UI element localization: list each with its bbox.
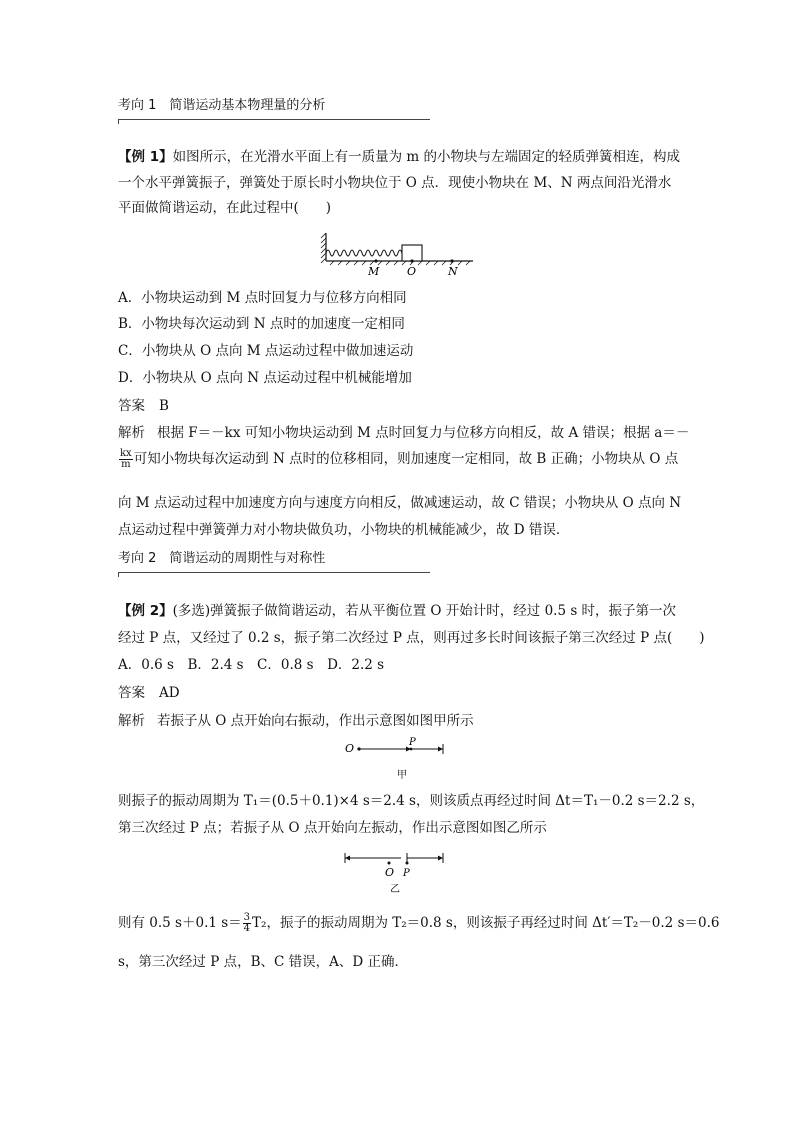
point-m: [374, 259, 377, 262]
heading-tick: [118, 572, 119, 577]
example2-options: A．0.6 s B．2.4 s C．0.8 s D．2.2 s: [118, 657, 385, 673]
option-b: B．小物块每次运动到 N 点时的加速度一定相同: [118, 316, 405, 332]
fig-yi-arrow-left: [345, 856, 350, 861]
point-o: [410, 259, 413, 262]
analysis-label: 解析: [118, 713, 145, 729]
analysis-text-4b: T₂，振子的振动周期为 T₂＝0.8 s，则该振子再经过时间 Δt′＝T₂－0.2 s＝0.6: [252, 915, 720, 931]
fraction-numerator: kx: [120, 448, 132, 459]
label-n: N: [448, 265, 458, 278]
analysis-text-4a: 则有 0.5 s＋0.1 s＝: [118, 915, 242, 931]
option-c: C．小物块从 O 点向 M 点运动过程中做加速运动: [118, 343, 414, 359]
fig-yi-arrow-right: [438, 856, 443, 861]
answer-value: B: [159, 398, 169, 414]
example2-analysis-line5: s，第三次经过 P 点，B、C 错误，A、D 正确．: [118, 954, 408, 970]
fraction-kx-over-m: [119, 449, 133, 470]
example1-line2: 一个水平弹簧振子，弹簧处于原长时小物块位于 O 点．现使小物块在 M、N 两点间沿光滑水: [118, 175, 672, 191]
heading-rule: [118, 572, 430, 573]
fig-yi-caption: 乙: [390, 884, 400, 895]
fraction-denominator: m: [121, 459, 131, 470]
example2-line2: 经过 P 点，又经过了 0.2 s，振子第二次经过 P 点，则再过多长时间该振子第三次经过 P 点( ): [118, 630, 705, 646]
fraction-three-quarters: [243, 913, 251, 934]
label-o: O: [407, 265, 417, 278]
wall-hatch: [321, 233, 326, 263]
example1-answer: [118, 396, 169, 416]
fig-yi-label-p: P: [403, 868, 410, 879]
section-heading-text: 考向 2 简谐运动的周期性与对称性: [118, 551, 326, 566]
heading-rule: [118, 119, 430, 120]
analysis-text-2: 可知小物块每次运动到 N 点时的位移相同，则加速度一定相同，故 B 正确；小物块从 O 点: [133, 451, 679, 467]
example2-analysis-line3: 第三次经过 P 点；若振子从 O 点开始向左振动，作出示意图如图乙所示: [118, 820, 547, 836]
fig-jia-arrow-end: [438, 747, 443, 752]
example1-text-1: 如图所示，在光滑水平面上有一质量为 m 的小物块与左端固定的轻质弹簧相连，构成: [172, 149, 680, 165]
example1-line1: [118, 147, 680, 167]
label-m: M: [368, 265, 380, 278]
block: [402, 245, 422, 261]
example1-analysis-line1: [118, 423, 689, 443]
spring: [326, 250, 402, 256]
example2-line1: [118, 601, 676, 621]
spring-oscillator-figure: [318, 229, 478, 279]
option-a: A．小物块运动到 M 点时回复力与位移方向相同: [118, 290, 407, 306]
fig-jia-label-o: O: [345, 742, 355, 755]
example2-analysis-line1: [118, 711, 474, 731]
answer-label: 答案: [118, 685, 145, 701]
answer-label: 答案: [118, 398, 145, 414]
figure-jia: [345, 736, 455, 786]
example1-analysis-line3: 向 M 点运动过程中加速度方向与速度方向相反，做减速运动，故 C 错误；小物块从 O 点向 N: [118, 495, 682, 511]
section-heading-text: 考向 1 简谐运动基本物理量的分析: [118, 98, 326, 113]
example2-analysis-line4: [118, 913, 719, 934]
example2-answer: [118, 683, 180, 703]
example-tag: 【例 1】: [118, 149, 173, 165]
example1-line3: 平面做简谐运动，在此过程中( ): [118, 200, 332, 216]
analysis-text-1: 若振子从 O 点开始向右振动，作出示意图如图甲所示: [157, 713, 474, 729]
example2-analysis-line2: 则振子的振动周期为 T₁＝(0.5＋0.1)×4 s＝2.4 s，则该质点再经过时间 Δt＝T₁－0.2 s＝2.2 s，: [118, 793, 705, 809]
example2-text-1: (多选)弹簧振子做简谐运动，若从平衡位置 O 开始计时，经过 0.5 s 时，振子第一次: [172, 603, 677, 619]
section-heading-2: [118, 550, 430, 568]
answer-value: AD: [159, 685, 180, 701]
example1-analysis-line2: [118, 449, 678, 470]
fig-yi-point-o: [388, 862, 391, 865]
fig-jia-caption: 甲: [397, 770, 407, 781]
example1-analysis-line4: 点运动过程中弹簧弹力对小物块做负功，小物块的机械能减少，故 D 错误．: [118, 522, 570, 538]
option-d: D．小物块从 O 点向 N 点运动过程中机械能增加: [118, 370, 412, 386]
fig-jia-label-p: P: [409, 737, 416, 748]
fraction-numerator: 3: [243, 912, 251, 923]
analysis-text-1: 根据 F＝－kx 可知小物块运动到 M 点时回复力与位移方向相反，故 A 错误；根据 a＝－: [157, 425, 690, 441]
point-n: [450, 259, 453, 262]
example-tag: 【例 2】: [118, 603, 173, 619]
heading-tick: [118, 119, 119, 124]
fig-yi-label-o: O: [385, 866, 395, 879]
figure-yi: [341, 847, 451, 897]
fraction-denominator: 4: [243, 923, 251, 934]
section-heading-1: [118, 97, 430, 115]
analysis-label: 解析: [118, 425, 145, 441]
